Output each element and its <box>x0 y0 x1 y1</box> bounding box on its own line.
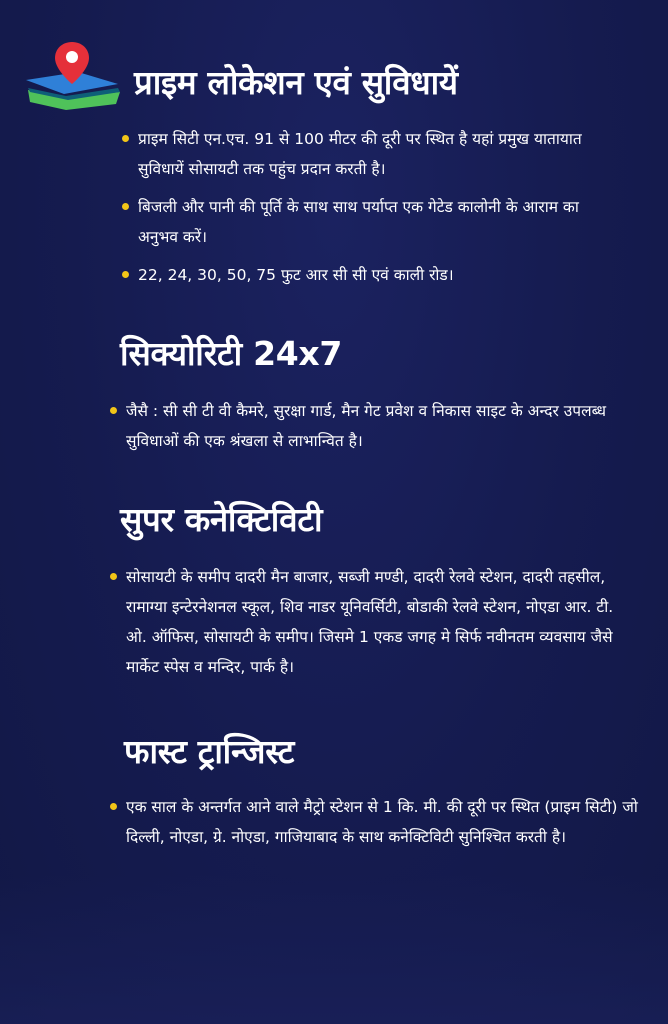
location-map-pin-icon <box>22 40 122 112</box>
bullet-icon <box>122 271 129 278</box>
bullet-list <box>110 792 640 852</box>
section-title: फास्ट ट्रान्जिस्ट <box>124 732 295 771</box>
section-title: सिक्योरिटी 24x7 <box>120 334 343 373</box>
list-item-text: प्राइम सिटी एन.एच. 91 से 100 मीटर की दूरी पर स्थित है यहां प्रमुख यातायात सुविधायें सोसायटी तक पहुंच प्रदान करती है। <box>138 130 582 178</box>
bullet-icon <box>122 203 129 210</box>
bullet-list <box>122 124 622 290</box>
list-item <box>110 562 620 682</box>
list-item-text: बिजली और पानी की पूर्ति के साथ साथ पर्याप्त एक गेटेड कालोनी के आराम का अनुभव करें। <box>138 198 579 246</box>
bullet-list <box>110 396 610 456</box>
list-item-text: जैसै : सी सी टी वी कैमरे, सुरक्षा गार्ड, मैन गेट प्रवेश व निकास साइट के अन्दर उपलब्ध सुविधाओं की एक श्रंखला से लाभान्वित है। <box>126 402 606 450</box>
section-title: प्राइम लोकेशन एवं सुविधायें <box>134 63 458 102</box>
list-item <box>122 124 622 184</box>
bullet-icon <box>110 803 117 810</box>
bottom-gradient <box>0 874 668 1024</box>
list-item <box>122 192 622 252</box>
bullet-icon <box>110 573 117 580</box>
bullet-list <box>110 562 620 682</box>
list-item-text: एक साल के अन्तर्गत आने वाले मैट्रो स्टेशन से 1 कि. मी. की दूरी पर स्थित (प्राइम सिटी) जो दिल्ली, नोएडा, ग्रे. नोएडा, गाजियाबाद के साथ कनेक्टिविटी सुनिश्चित करती है। <box>126 798 638 846</box>
list-item <box>110 396 610 456</box>
list-item-text: सोसायटी के समीप दादरी मैन बाजार, सब्जी मण्डी, दादरी रेलवे स्टेशन, दादरी तहसील, रामाग्या इन्टेरनेशनल स्कूल, शिव नाडर यूनिवर्सिटी, बोडाकी रेलवे स्टेशन, नोएडा आर. टी. ओ. ऑफिस, सोसायटी के समीप। जिसमे 1 एकड जगह मे सिर्फ नवीनतम व्यवसाय जैसे मार्केट स्पेस व मन्दिर, पार्क है। <box>126 568 614 676</box>
list-item <box>110 792 640 852</box>
section-title: सुपर कनेक्टिविटी <box>120 500 323 539</box>
list-item <box>122 260 622 290</box>
bullet-icon <box>110 407 117 414</box>
list-item-text: 22, 24, 30, 50, 75 फुट आर सी सी एवं काली रोड। <box>138 266 454 284</box>
bullet-icon <box>122 135 129 142</box>
